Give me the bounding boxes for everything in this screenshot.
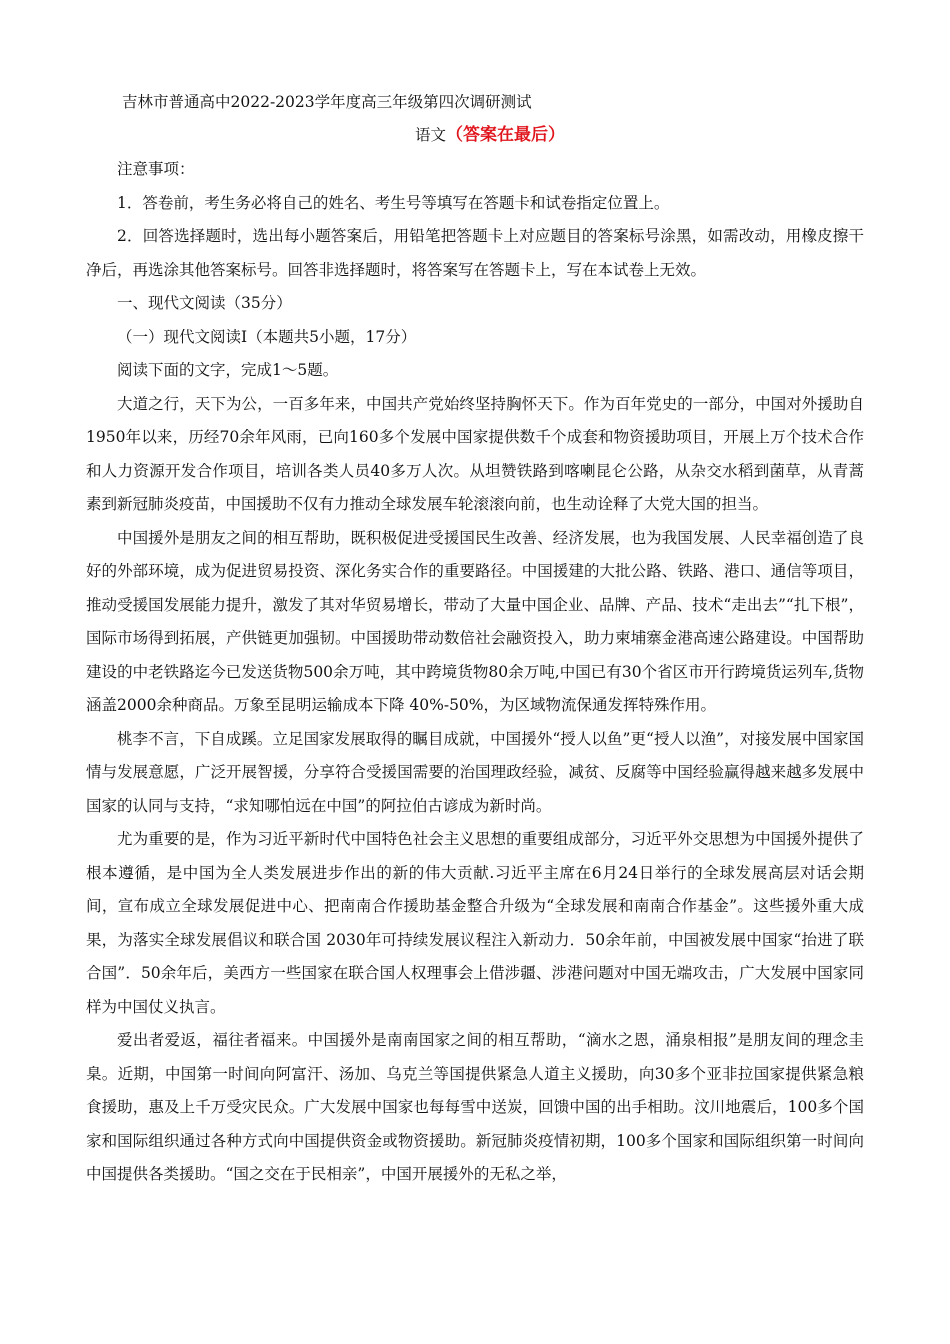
subject-name: 语文 <box>414 126 446 144</box>
article-paragraph: 中国援外是朋友之间的相互帮助，既积极促进受援国民生改善、经济发展，也为我国发展、人民幸福创造了良好的外部环境，成为促进贸易投资、深化务实合作的重要路径。中国援建的大批公路、铁路、港口、通信等项目，推动受援国发展能力提升，激发了其对华贸易增长，带动了大量中国企业、品牌、产品、技术“走出去”“扎下根”，国际市场得到拓展，产供链更加强韧。中国援助带动数倍社会融资投入，助力柬埔寨金港高速公路建设。中国帮助建设的中老铁路迄今已发送货物500余万吨，其中跨境货物80余万吨,中国已有30个省区市开行跨境货运列车,货物涵盖2000余种商品。万象至昆明运输成本下降 40%-50%，为区域物流保通发挥特殊作用。 <box>86 528 864 714</box>
document-content <box>86 86 864 1192</box>
section-heading: 一、现代文阅读（35分） <box>117 294 292 312</box>
reading-instruction: 阅读下面的文字，完成1～5题。 <box>117 361 339 379</box>
article-paragraph: 爱出者爱返，福往者福来。中国援外是南南国家之间的相互帮助，“滴水之恩，涌泉相报”是朋友间的理念圭臬。近期，中国第一时间向阿富汗、汤加、乌克兰等国提供紧急人道主义援助，向30多个亚非拉国家提供紧急粮食援助，惠及上千万受灾民众。广大发展中国家也每每雪中送炭，回馈中国的出手相助。汶川地震后，100多个国家和国际组织通过各种方式向中国提供资金或物资援助。新冠肺炎疫情初期，100多个国家和国际组织第一时间向中国提供各类援助。“国之交在于民相亲”，中国开展援外的无私之举， <box>86 1031 864 1183</box>
notes-item-2: 2．回答选择题时，选出每小题答案后，用铅笔把答题卡上对应题目的答案标号涂黑，如需改动，用橡皮擦干净后，再选涂其他答案标号。回答非选择题时，将答案写在答题卡上，写在本试卷上无效。 <box>86 227 864 279</box>
notes-heading: 注意事项： <box>117 160 195 178</box>
article-paragraph: 大道之行，天下为公，一百多年来，中国共产党始终坚持胸怀天下。作为百年党史的一部分，中国对外援助自1950年以来，历经70余年风雨，已向160多个发展中国家提供数千个成套和物资援助项目，开展上万个技术合作和人力资源开发合作项目，培训各类人员40多万人次。从坦赞铁路到喀喇昆仑公路，从杂交水稻到菌草，从青蒿素到新冠肺炎疫苗，中国援助不仅有力推动全球发展车轮滚滚向前，也生动诠释了大党大国的担当。 <box>86 394 864 513</box>
article-paragraph: 尤为重要的是，作为习近平新时代中国特色社会主义思想的重要组成部分，习近平外交思想为中国援外提供了根本遵循，是中国为全人类发展进步作出的新的伟大贡献.习近平主席在6月24日举行的全球发展高层对话会期间，宣布成立全球发展促进中心、把南南合作援助基金整合升级为“全球发展和南南合作基金”。这些援外重大成果，为落实全球发展倡议和联合国 2030年可持续发展议程注入新动力．50余年前，中国被发展中国家“抬进了联合国”．50余年后，美西方一些国家在联合国人权理事会上借涉疆、涉港问题对中国无端攻击，广大发展中国家同样为中国仗义执言。 <box>86 830 864 1016</box>
section-subheading: （一）现代文阅读Ⅰ（本题共5小题，17分） <box>117 327 417 346</box>
exam-title: 吉林市普通高中2022-2023学年度高三年级第四次调研测试 <box>122 93 532 111</box>
article-paragraph: 桃李不言，下自成蹊。立足国家发展取得的瞩目成就，中国援外“授人以鱼”更“授人以渔”，对接发展中国家国情与发展意愿，广泛开展智援，分享符合受援国需要的治国理政经验，减贫、反腐等中国经验赢得越来越多发展中国家的认同与支持，“求知哪怕远在中国”的阿拉伯古谚成为新时尚。 <box>86 729 864 815</box>
notes-item-1: 1．答卷前，考生务必将自己的姓名、考生号等填写在答题卡和试卷指定位置上。 <box>117 193 670 212</box>
subject-line <box>86 119 864 153</box>
answer-note: （答案在最后） <box>446 125 565 145</box>
